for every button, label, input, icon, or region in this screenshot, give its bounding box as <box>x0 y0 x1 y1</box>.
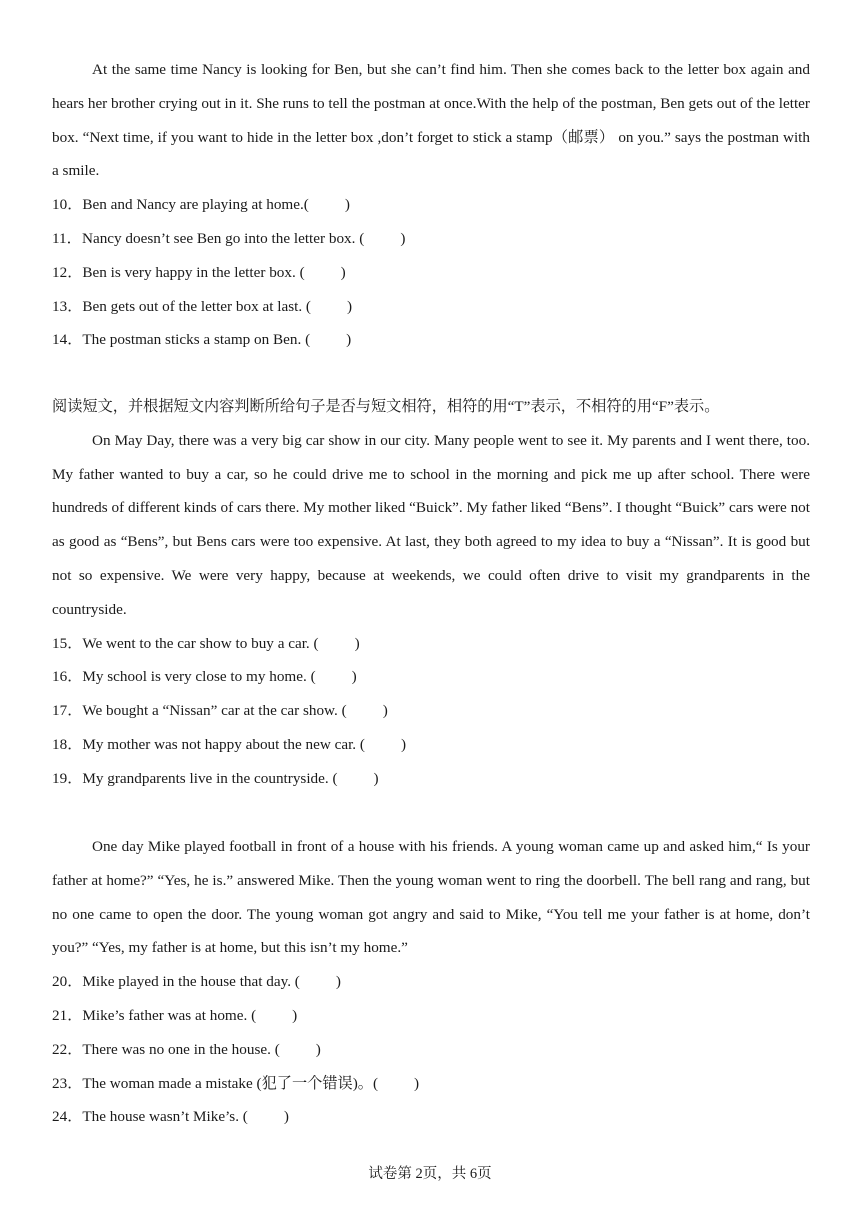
question-item <box>52 999 810 1033</box>
question-close: ) <box>315 1040 321 1058</box>
question-text: We went to the car show to buy a car. ( <box>82 634 319 652</box>
question-number: 16． <box>52 668 83 686</box>
page-footer: 试卷第 2页，共 6页 <box>368 1166 492 1182</box>
question-close: ) <box>414 1074 420 1092</box>
question-close: ) <box>344 196 350 214</box>
question-number: 17． <box>52 702 83 720</box>
question-number: 22． <box>52 1040 83 1058</box>
question-item <box>52 1100 810 1134</box>
passage-3 <box>52 830 810 1134</box>
question-number: 19． <box>52 769 83 787</box>
question-number: 13． <box>52 297 83 315</box>
question-text: Ben gets out of the letter box at last. ( <box>82 297 311 315</box>
question-text: My school is very close to my home. ( <box>82 668 316 686</box>
question-item <box>52 323 810 357</box>
question-item <box>52 660 810 694</box>
question-item <box>52 627 810 661</box>
question-close: ) <box>354 634 360 652</box>
passage-1 <box>52 53 810 357</box>
question-item <box>52 762 810 796</box>
question-text: My grandparents live in the countryside. ( <box>82 769 338 787</box>
question-item <box>52 728 810 762</box>
passage-3-paragraph: One day Mike played football in front of a house with his friends. A young woman came up and asked him,“ Is your father at home?” “Yes, he is.” answered Mike. Then the young woman went to ring the doorbell. The bell rang and rang, but no one came to open the door. The young woman got angry and said to Mike, “You tell me your father is at home, don’t you?” “Yes, my father is at home, but this isn’t my home.” <box>52 838 810 957</box>
question-number: 14． <box>52 331 83 349</box>
question-number: 12． <box>52 263 83 281</box>
question-item <box>52 694 810 728</box>
passage-2-paragraph: On May Day, there was a very big car show in our city. Many people went to see it. My parents and I went there, too. My father wanted to buy a car, so he could drive me to school in the morning and pick me up after school. There were hundreds of different kinds of cars there. My mother liked “Buick”. My father liked “Bens”. I thought “Buick” cars were not as good as “Bens”, but Bens cars were too expensive. At last, they both agreed to my idea to buy a “Nissan”. It is good but not so expensive. We were very happy, because at weekends, we could often drive to visit my grandparents in the countryside. <box>52 431 810 618</box>
question-item <box>52 188 810 222</box>
question-close: ) <box>382 702 388 720</box>
question-text: Ben and Nancy are playing at home.( <box>82 196 309 214</box>
passage-1-paragraph: At the same time Nancy is looking for Ben, but she can’t find him. Then she comes back to the letter box again and hears her brother crying out in it. She runs to tell the postman at once.With the help of the postman, Ben gets out of the letter box. “Next time, if you want to hide in the letter box ,don’t forget to stick a stamp（邮票） on you.” says the postman with a smile. <box>52 61 810 180</box>
question-text: Ben is very happy in the letter box. ( <box>82 263 305 281</box>
question-text: There was no one in the house. ( <box>82 1040 280 1058</box>
passage-2-instruction: 阅读短文，并根据短文内容判断所给句子是否与短文相符，相符的用“T”表示，不相符的用“F”表示。 <box>52 398 720 415</box>
question-close: ) <box>292 1006 298 1024</box>
question-number: 23． <box>52 1074 83 1092</box>
question-close: ) <box>340 263 346 281</box>
question-item <box>52 290 810 324</box>
question-number: 24． <box>52 1108 83 1126</box>
question-close: ) <box>373 769 379 787</box>
question-text: My mother was not happy about the new car. ( <box>82 735 365 753</box>
question-text: Mike played in the house that day. ( <box>82 973 300 991</box>
question-text: Mike’s father was at home. ( <box>82 1006 257 1024</box>
question-close: ) <box>283 1108 289 1126</box>
passage-2 <box>52 390 810 796</box>
passage-1-questions <box>52 188 810 357</box>
question-item <box>52 256 810 290</box>
question-text: Nancy doesn’t see Ben go into the letter box. ( <box>82 229 365 247</box>
question-item <box>52 1033 810 1067</box>
question-text: We bought a “Nissan” car at the car show. ( <box>82 702 347 720</box>
passage-3-questions <box>52 965 810 1134</box>
question-item <box>52 965 810 999</box>
question-number: 10． <box>52 196 83 214</box>
question-close: ) <box>400 229 406 247</box>
question-text: The woman made a mistake (犯了一个错误)。( <box>82 1074 379 1092</box>
question-close: ) <box>335 973 341 991</box>
passage-2-questions <box>52 627 810 796</box>
question-item <box>52 222 810 256</box>
question-item <box>52 1067 810 1101</box>
question-close: ) <box>351 668 357 686</box>
question-close: ) <box>346 331 352 349</box>
question-text: The house wasn’t Mike’s. ( <box>82 1108 248 1126</box>
question-number: 15． <box>52 634 83 652</box>
question-number: 21． <box>52 1006 83 1024</box>
question-close: ) <box>400 735 407 753</box>
question-number: 20． <box>52 973 83 991</box>
question-number: 18． <box>52 735 83 753</box>
question-close: ) <box>346 297 353 315</box>
question-text: The postman sticks a stamp on Ben. ( <box>82 331 311 349</box>
question-number: 11． <box>52 229 82 247</box>
